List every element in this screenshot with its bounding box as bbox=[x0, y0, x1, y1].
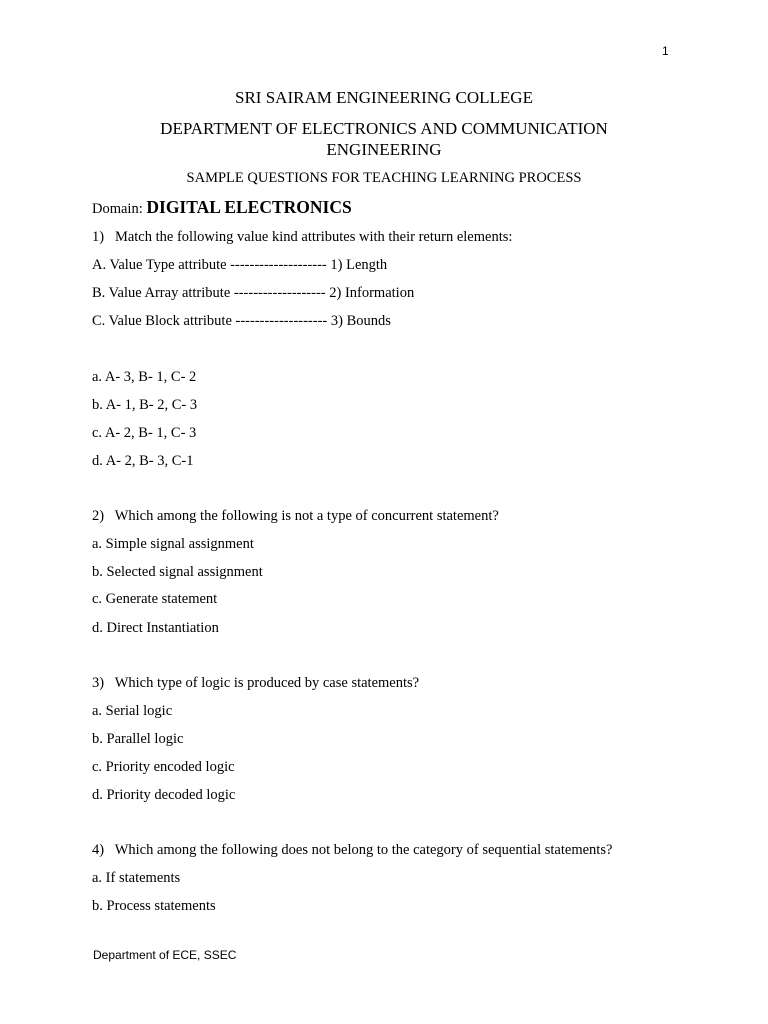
question-1-match-b: B. Value Array attribute ------------------- 2) Information bbox=[92, 285, 415, 301]
department-title-line2: ENGINEERING bbox=[326, 140, 442, 159]
question-1-match-c: C. Value Block attribute ------------------- 3) Bounds bbox=[92, 313, 391, 329]
question-3-option-b: b. Parallel logic bbox=[92, 731, 184, 747]
domain-label: Domain: bbox=[92, 201, 147, 217]
question-1-option-b: b. A- 1, B- 2, C- 3 bbox=[92, 397, 198, 413]
question-3-option-d: d. Priority decoded logic bbox=[92, 787, 236, 803]
question-1-text: 1) Match the following value kind attributes with their return elements: bbox=[92, 229, 513, 245]
question-3-option-c: c. Priority encoded logic bbox=[92, 759, 235, 775]
page-number: 1 bbox=[662, 44, 669, 58]
department-title-line1: DEPARTMENT OF ELECTRONICS AND COMMUNICATION bbox=[160, 119, 608, 138]
question-1-match-a: A. Value Type attribute -------------------- 1) Length bbox=[92, 257, 388, 273]
question-4-option-b: b. Process statements bbox=[92, 898, 216, 914]
question-2-text: 2) Which among the following is not a type of concurrent statement? bbox=[92, 508, 499, 524]
document-subtitle: SAMPLE QUESTIONS FOR TEACHING LEARNING PROCESS bbox=[186, 170, 582, 186]
question-2-option-c: c. Generate statement bbox=[92, 591, 218, 607]
question-3-text: 3) Which type of logic is produced by case statements? bbox=[92, 675, 420, 691]
question-3-option-a: a. Serial logic bbox=[92, 703, 173, 719]
question-1-option-c: c. A- 2, B- 1, C- 3 bbox=[92, 425, 197, 441]
question-2-option-b: b. Selected signal assignment bbox=[92, 564, 263, 580]
question-2-option-a: a. Simple signal assignment bbox=[92, 536, 254, 552]
college-name: SRI SAIRAM ENGINEERING COLLEGE bbox=[235, 88, 533, 107]
question-2-option-d: d. Direct Instantiation bbox=[92, 620, 219, 636]
question-1-option-d: d. A- 2, B- 3, C-1 bbox=[92, 453, 194, 469]
question-4-option-a: a. If statements bbox=[92, 870, 181, 886]
page-footer: Department of ECE, SSEC bbox=[93, 948, 237, 962]
question-1-option-a: a. A- 3, B- 1, C- 2 bbox=[92, 369, 197, 385]
domain-value: DIGITAL ELECTRONICS bbox=[146, 197, 352, 217]
domain-line bbox=[92, 197, 352, 218]
question-4-text: 4) Which among the following does not belong to the category of sequential statements? bbox=[92, 842, 613, 858]
